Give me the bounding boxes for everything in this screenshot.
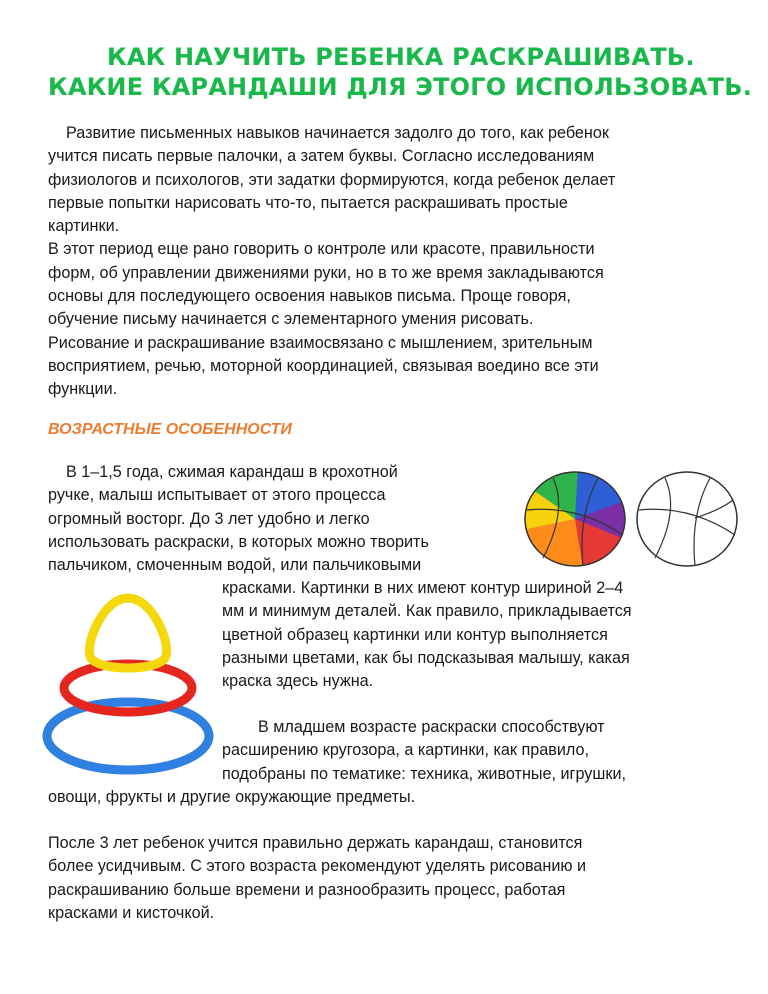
text-line: основы для последующего освоения навыков письма. Проще говоря, <box>48 287 571 306</box>
text-line: учится писать первые палочки, а затем буквы. Согласно исследованиям <box>48 147 595 166</box>
text-line: краска здесь нужна. <box>222 672 374 691</box>
outline-ball-illustration <box>635 470 739 568</box>
text-line: более усидчивым. С этого возраста рекомендуют уделять рисованию и <box>48 857 587 876</box>
text-line: обучение письму начинается с элементарного умения рисовать. <box>48 310 534 329</box>
text-line: После 3 лет ребенок учится правильно держать карандаш, становится <box>48 834 583 852</box>
text-line: огромный восторг. До 3 лет удобно и легко <box>48 509 370 528</box>
text-line: картинки. <box>48 217 120 236</box>
ring-pyramid-illustration <box>42 586 214 776</box>
text-line: овощи, фрукты и другие окружающие предметы. <box>48 788 416 806</box>
text-line: Развитие письменных навыков начинается задолго до того, как ребенок <box>48 124 609 142</box>
text-line: восприятием, речью, моторной координацией, связывая воедино все эти <box>48 356 599 375</box>
text-line: В этот период еще рано говорить о контроле или красоте, правильности <box>48 240 595 259</box>
text-line: расширению кругозора, а картинки, как правило, <box>222 741 590 760</box>
title-line-1: КАК НАУЧИТЬ РЕБЕНКА РАСКРАШИВАТЬ. <box>107 43 695 71</box>
text-line: функции. <box>48 380 118 399</box>
text-line: мм и минимум деталей. Как правило, прикладывается <box>222 602 632 621</box>
text-line: первые попытки нарисовать что-то, пытается раскрашивать простые <box>48 193 568 212</box>
text-line: использовать раскраски, в которых можно творить <box>48 532 429 551</box>
intro-paragraph <box>48 122 615 402</box>
young-paragraph-end <box>48 786 415 809</box>
title-line-2: КАКИЕ КАРАНДАШИ ДЛЯ ЭТОГО ИСПОЛЬЗОВАТЬ. <box>48 73 753 101</box>
young-paragraph-right <box>222 716 626 786</box>
text-line: разными цветами, как бы подсказывая малышу, какая <box>222 648 630 667</box>
text-line: раскрашиванию больше времени и разнообразить процесс, работая <box>48 880 566 899</box>
age-paragraph-right <box>222 577 632 693</box>
text-line: физиологов и психологов, эти задатки формируются, когда ребенок делает <box>48 170 616 189</box>
page-title <box>0 42 768 102</box>
text-line: В младшем возрасте раскраски способствуют <box>222 718 605 736</box>
text-line: форм, об управлении движениями руки, но в то же время закладываются <box>48 263 604 282</box>
text-line: В 1–1,5 года, сжимая карандаш в крохотной <box>48 463 398 481</box>
text-line: красками. Картинки в них имеют контур шириной 2–4 <box>222 579 624 597</box>
text-line: Рисование и раскрашивание взаимосвязано с мышлением, зрительным <box>48 333 593 352</box>
section-heading: ВОЗРАСТНЫЕ ОСОБЕННОСТИ <box>48 421 292 438</box>
after3-paragraph <box>48 832 586 925</box>
text-line: подобраны по тематике: техника, животные, игрушки, <box>222 764 626 783</box>
text-line: красками и кисточкой. <box>48 903 215 922</box>
age-paragraph-top <box>48 461 429 577</box>
text-line: пальчиком, смоченным водой, или пальчиковыми <box>48 556 422 575</box>
colored-ball-illustration <box>523 470 627 568</box>
text-line: цветной образец картинки или контур выполняется <box>222 625 608 644</box>
text-line: ручке, малыш испытывает от этого процесса <box>48 486 386 505</box>
